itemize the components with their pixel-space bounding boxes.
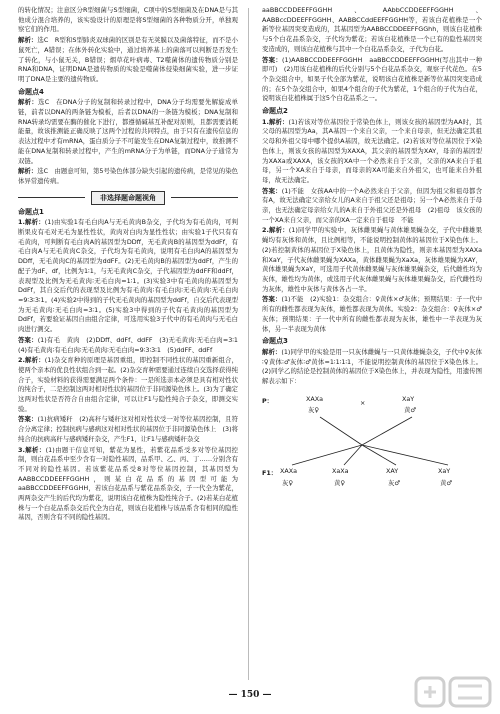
label: 解析： bbox=[18, 167, 38, 176]
label: 1.解析： bbox=[262, 117, 289, 126]
label: 3.解析： bbox=[18, 445, 46, 454]
paragraph bbox=[18, 335, 245, 355]
paragraph bbox=[262, 56, 482, 105]
section-heading: 命题点4 bbox=[18, 87, 44, 96]
paragraph bbox=[18, 218, 238, 334]
cross-line bbox=[362, 445, 396, 465]
label: 答案： bbox=[262, 55, 283, 64]
paragraph bbox=[262, 118, 482, 186]
section-heading: 命题点2 bbox=[262, 107, 288, 116]
banner-rule bbox=[18, 197, 85, 198]
text: (1)杂交育种的原理是基因重组，即控制不同性状的基因重新组合，使两个亲本的优良性状组合到一起。(2)杂交育种需要通过连续自交选择获得纯合子，实验材料的获得需要满足两个条件：一是所选亲本必须是具有相对性状的纯合子，二是控制这两对相对性状的基因位于非同源染色体上。(3)为了确定这两对性状是否符合自由组合定律，可以让F1与隐性纯合子杂交，即测交实验。 bbox=[18, 356, 238, 413]
cross-line bbox=[344, 445, 362, 465]
genotype: XaXa bbox=[332, 466, 349, 475]
banner-label: 非选择题命题视角 bbox=[91, 191, 165, 205]
watermark-logo-icon bbox=[414, 672, 494, 712]
label: 2.解析： bbox=[18, 356, 45, 365]
cross-line bbox=[292, 445, 362, 465]
text: (1)有毛 黄肉 (2)DDff、ddFf、ddFF (3)无毛黄肉∶无毛白肉=3∶1 (4)有毛黄肉∶有毛白肉∶无毛黄肉∶无毛白肉=9∶3∶3∶1 (5)ddFF、ddFf bbox=[18, 335, 245, 354]
right-column bbox=[262, 6, 482, 503]
phenotype: 灰♀ bbox=[282, 478, 294, 487]
left-column bbox=[18, 6, 245, 524]
text: 选C 在DNA分子的复制和转录过程中，DNA分子均需要先解旋成单链，前者以DNA的两条链为模板，后者以DNA的一条链为模板；DNA复制和RNA转录均需要在酶的催化下进行，都遵循碱基互补配对原则，且都需要消耗能量，故该推测能正确反映了这两个过程的共同特点，由于只有在遗传信息的表达过程中才有mRNA，蛋白质分子不可能发生在DNA复制过程中，故推测不能在DNA复制和转录过程中，产生的mRNA分子为单链，而DNA分子通常为双链。 bbox=[18, 98, 239, 165]
paragraph bbox=[18, 415, 238, 444]
genotype: XAXa bbox=[280, 466, 298, 475]
label: 1.解析： bbox=[18, 218, 45, 227]
paragraph: aaBBCCDDEEFFGGHH、AAbbCCDDEEFFGGHH、AABBccDDEEFFGGHH、AABBCCddEEFFGGHH等，若该白花植株是一个新等位基因突变造成的，其基因型为AABBCCDDEEFFGGhh，则该白花植株与5个白花品系杂交，子代均为紫花；若该白花植株是一个已有的隐性基因突变造成的，则该白花植株与其中一个白花品系杂交，子代为白花。 bbox=[262, 6, 482, 53]
banner-rule bbox=[171, 197, 238, 198]
text: 选C R型和S型肺炎双球菌的区别是有无荚膜以及菌落特征，而不是小鼠死亡，A错误；在体外转化实验中，通过培养基上的菌落可以判断是否发生了转化，与小鼠无关，B错误；烟草花叶病毒、T2噬菌体的遗传物质分别是RNA和DNA，证明DNA是遗传物质的实验是噬菌体侵染细菌实验，进一步证明了DNA是主要的遗传物质。 bbox=[18, 36, 239, 83]
genotype: XaY bbox=[438, 466, 451, 475]
text: (1)不能 女孩AA中的一个A必然来自于父亲，但因为祖父和祖母都含有A，故无法确定父亲给女儿的A来自于祖父还是祖母；另一个A必然来自于母亲，也无法确定母亲给女儿的A来自于外祖父还是外祖母 (2)祖母 该女孩的一个XA来自父亲，而父亲的XA一定来自于祖母 不能 bbox=[262, 186, 482, 224]
text: (1)AABBCCDDEEFFGGHH aaBBCCDDEEFFGGHH(写出其中一种即可) (2)用该白花植株的后代分别与5个白花品系杂交，观察子代花色。在5个杂交组合中，如果子代全部为紫花，说明该白花植株是新等位基因突变造成的；在5个杂交组合中，如果4个组合的子代为紫花，1个组合的子代为白花，说明该白花植株属于这5个白花品系之一。 bbox=[262, 55, 483, 103]
section-heading: 命题点3 bbox=[262, 337, 288, 346]
cross-line bbox=[320, 417, 362, 445]
text: (1)若该对等位基因位于常染色体上，则该女孩的基因型为AA时，其父母的基因型为Aa，其A基因一个来自父亲，一个来自母亲，但无法确定其祖父母和外祖父母中哪个提供A基因，故无法确定。(2)若该对等位基因位于X染色体上，则该女孩的基因型为XAXA，其父亲的基因型为XAY，母亲的基因型为XAXa或XAXA，该女孩的XA中一个必然来自于父亲，父亲的XA来自于祖母，另一个XA来自于母亲，而母亲的XA可能来自外祖父，也可能来自外祖母，故无法确定。 bbox=[262, 117, 482, 184]
text: (1)同学甲的实验中，灰体雌果蝇与黄体雄果蝇杂交，子代中雌雄果蝇均有灰体和黄体，且比例相等，不能说明控制黄体的基因位于X染色体上。(2)若控制黄体的基因位于X染色体上，且黄体为隐性，则亲本基因型为XAXa和XaY，子代灰体雌果蝇为XAXa，黄体雌果蝇为XaXa，灰体雄果蝇为XAY，黄体雄果蝇为XaY，可选用子代黄体雌果蝇与灰体雄果蝇杂交，后代雌性均为灰体，雄性均为黄体，或选用子代灰体雌果蝇与灰体雄果蝇杂交，后代雌性均为灰体，雄性中灰体与黄体各占一半。 bbox=[262, 226, 482, 293]
cross-line bbox=[362, 445, 448, 465]
phenotype: 黄♀ bbox=[334, 478, 346, 487]
label: 2.解析： bbox=[262, 226, 289, 235]
column-divider bbox=[248, 8, 249, 680]
paragraph bbox=[262, 295, 482, 334]
genotype: XaY bbox=[402, 394, 415, 403]
label: 解析： bbox=[18, 98, 39, 107]
label: 答案： bbox=[262, 295, 282, 304]
paragraph bbox=[18, 446, 238, 524]
phenotype: 黄♂ bbox=[404, 405, 417, 414]
paragraph bbox=[18, 356, 238, 414]
label: 答案： bbox=[18, 335, 38, 344]
label: 解析： bbox=[18, 36, 38, 45]
text: (1)不能 (2)实验1：杂交组合：♀黄体×♂灰体；预期结果：子一代中所有的雌性都表现为灰体，雄性都表现为黄体。实验2：杂交组合：♀灰体×♂灰体；预期结果：子一代中所有的雌性都表现为灰体，雄性中一半表现为灰体，另一半表现为黄体 bbox=[262, 295, 483, 333]
genotype: XAXa bbox=[306, 394, 324, 403]
paragraph: 的转化情况；注意区分R型细菌与S型细菌，C项中的S型细菌及在DNA是与其他成分混合培养的，该实验设计的原理是将S型细菌的各种物质分开，单独观察它们的作用。 bbox=[18, 6, 238, 34]
label: 答案： bbox=[18, 415, 38, 424]
paragraph bbox=[18, 36, 238, 85]
paragraph bbox=[18, 167, 238, 186]
phenotype: 黄♂ bbox=[440, 478, 453, 487]
cross-line bbox=[362, 417, 412, 445]
paragraph bbox=[262, 348, 482, 387]
phenotype: 灰♀ bbox=[308, 405, 320, 414]
section-banner bbox=[18, 191, 238, 205]
page-number: — 150 — bbox=[228, 690, 272, 700]
paragraph bbox=[18, 98, 238, 166]
label: 答案： bbox=[262, 186, 282, 195]
text: (1)同学甲的实验是用一只灰体雌蝇与一只黄体雄蝇杂交，子代中♀灰体∶♀黄体∶♂灰体∶♂黄体=1∶1∶1∶1，不能说明控制黄体的基因位于X染色体上。(2)同学乙的结论是控制黄体的基因位于X染色体上，并表现为隐性，用遗传图解表示如下： bbox=[262, 347, 483, 386]
text: 选C 由题意可知，第5号染色体部分缺失引起的遗传病，是常见的染色体异常遗传病。 bbox=[18, 167, 239, 185]
section-heading: 命题点1 bbox=[18, 207, 44, 216]
generation-label: F1： bbox=[262, 468, 278, 477]
cross-symbol: × bbox=[360, 398, 366, 407]
genotype: XAY bbox=[386, 466, 399, 475]
paragraph bbox=[262, 226, 482, 294]
genetic-cross-diagram bbox=[262, 393, 482, 503]
generation-label: P： bbox=[262, 396, 274, 405]
phenotype: 灰♂ bbox=[388, 478, 401, 487]
text: (1)由题干信息可知，紫花为显性，若紫花品系受多对等位基因控制，则白花品系中至少含有一对隐性基因，品系甲、乙、丙、丁……分别含有不同对的隐性基因。若该紫花品系受8对等位基因控制，其基因型为AABBCCDDEEFFGGHH，则某白花品系的基因型可能为aaBBCCDDEEFFGGHH，若该白花品系与紫花品系杂交，子一代全为紫花，两两杂交产生的后代均为紫花，说明该白花植株为隐性纯合子。(2)若某白花植株与一个白花品系杂交后代全为白花，则该白花植株与该品系含有相同的隐性基因，否则含有不同的隐性基因。 bbox=[18, 445, 238, 522]
text: (1)由实验1有毛白肉A与无毛黄肉B杂交，子代均为有毛黄肉，可判断果皮有毛对无毛为显性性状，黄肉对白肉为显性性状；由实验1子代只有有毛黄肉，可判断有毛白肉A的基因型为DDff，无毛黄肉B的基因型为ddFf，有毛白肉A与无毛黄肉C杂交，子代均为有毛黄肉，说明有毛白肉A的基因型为DDff，无毛黄肉C的基因型为ddFF。(2)无毛黄肉B的基因型为ddFf，产生的配子为dF、df，比例为1∶1，与无毛黄肉C杂交，子代基因型为ddFF和ddFf，表现型及比例为无毛黄肉∶无毛白肉=1∶1。(3)实验3中有毛黄肉的基因型为DdFf，其自交后代的表现型及比例为有毛黄肉∶有毛白肉∶无毛黄肉∶无毛白肉=9∶3∶3∶1。(4)实验2中得到的子代无毛黄肉的基因型为ddFf，自交后代表现型为无毛黄肉∶无毛白肉=3∶1。(5)实验3中得到的子代有毛黄肉的基因型为DdFf，若要验证基因自由组合定律，可选用实验3子代中的有毛黄肉与无毛白肉进行测交。 bbox=[18, 218, 238, 334]
text: (1)抗病矮秆 (2)高秆与矮秆这对相对性状受一对等位基因控制，且符合分离定律；控制抗病与感病这对相对性状的基因位于非同源染色体上 (3)将纯合的抗病高秆与感病矮秆杂交，产生F1，让F1与感病矮秆杂交 bbox=[18, 415, 238, 443]
paragraph bbox=[262, 187, 482, 226]
label: 解析： bbox=[262, 347, 282, 356]
